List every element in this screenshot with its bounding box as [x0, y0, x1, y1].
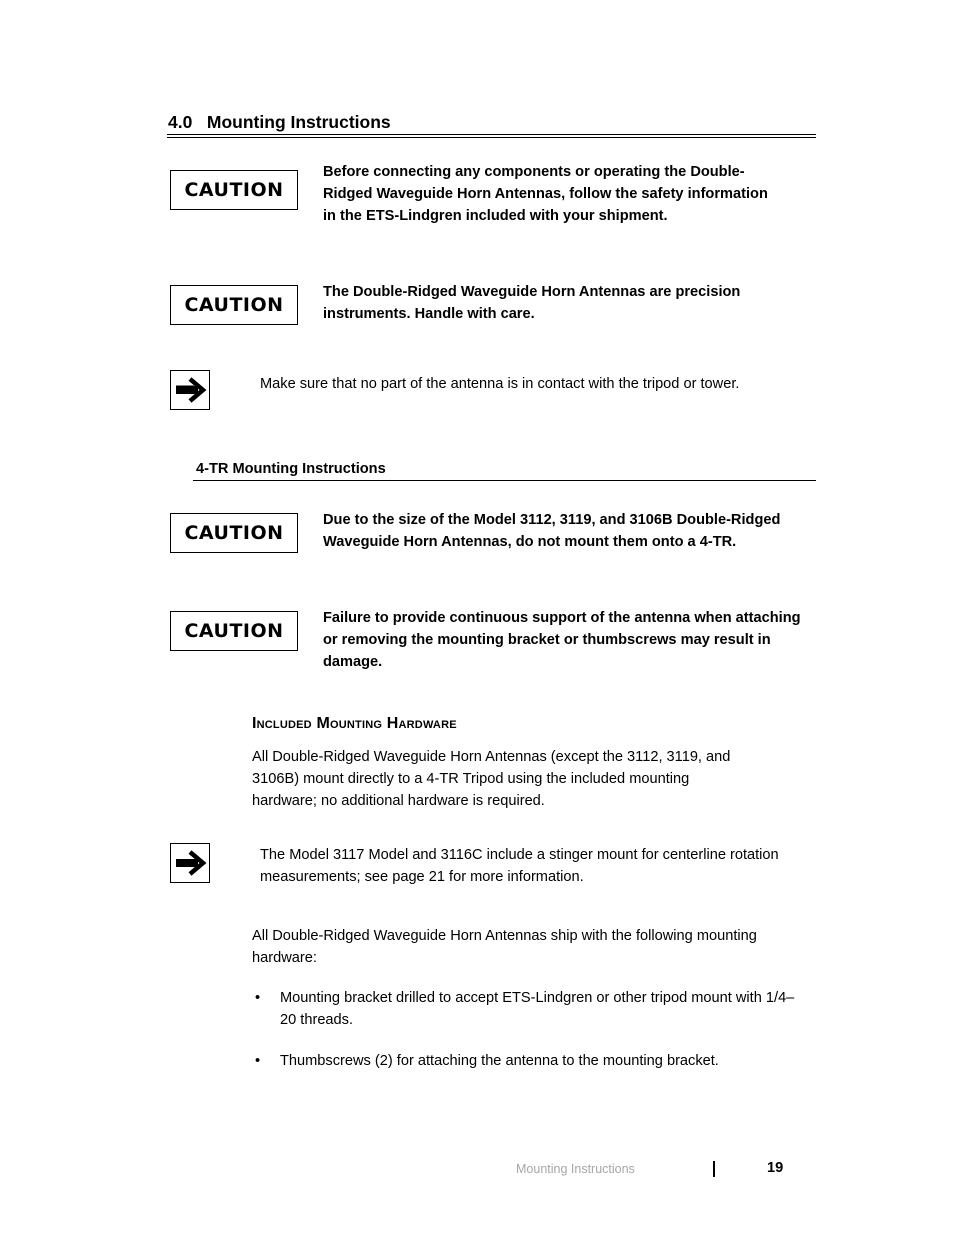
section-title: 4.0 Mounting Instructions [168, 112, 391, 132]
caution-text: Before connecting any components or operating the Double-Ridged Waveguide Horn Antennas, follow the safety information in the ETS-Lindgren included with your shipment. [323, 164, 768, 224]
arrow-right-icon [170, 843, 210, 883]
caution-label: CAUTION [170, 285, 298, 325]
subsection-title: 4-TR Mounting Instructions [196, 461, 386, 477]
bullet-icon: • [255, 1053, 261, 1069]
caution-label: CAUTION [170, 170, 298, 210]
list-item: Thumbscrews (2) for attaching the antenna to the mounting bracket. [280, 1053, 719, 1069]
footer-section-label: Mounting Instructions [516, 1162, 635, 1176]
section-title-rule [167, 134, 816, 138]
list-intro: All Double-Ridged Waveguide Horn Antennas ship with the following mounting hardware: [252, 928, 757, 966]
footer-divider [713, 1161, 715, 1177]
note-text: The Model 3117 Model and 3116C include a stinger mount for centerline rotation measurements; see page 21 for more information. [260, 847, 779, 885]
arrow-right-icon [170, 370, 210, 410]
note-text: Make sure that no part of the antenna is in contact with the tripod or tower. [260, 376, 740, 392]
caution-text: Failure to provide continuous support of the antenna when attaching or removing the mounting bracket or thumbscrews may result in damage. [323, 610, 801, 670]
list-item: Mounting bracket drilled to accept ETS-Lindgren or other tripod mount with 1/4–20 threads. [280, 990, 795, 1028]
caution-text: The Double-Ridged Waveguide Horn Antennas are precision instruments. Handle with care. [323, 284, 741, 322]
hardware-heading: Included Mounting Hardware [252, 715, 457, 732]
page-number: 19 [767, 1160, 784, 1176]
caution-text: Due to the size of the Model 3112, 3119, and 3106B Double-Ridged Waveguide Horn Antennas, do not mount them onto a 4-TR. [323, 512, 781, 550]
bullet-icon: • [255, 990, 261, 1006]
caution-label: CAUTION [170, 513, 298, 553]
subsection-title-rule [193, 480, 816, 481]
hardware-intro: All Double-Ridged Waveguide Horn Antennas (except the 3112, 3119, and 3106B) mount directly to a 4-TR Tripod using the included mounting hardware; no additional hardware is required. [252, 749, 731, 809]
caution-label: CAUTION [170, 611, 298, 651]
